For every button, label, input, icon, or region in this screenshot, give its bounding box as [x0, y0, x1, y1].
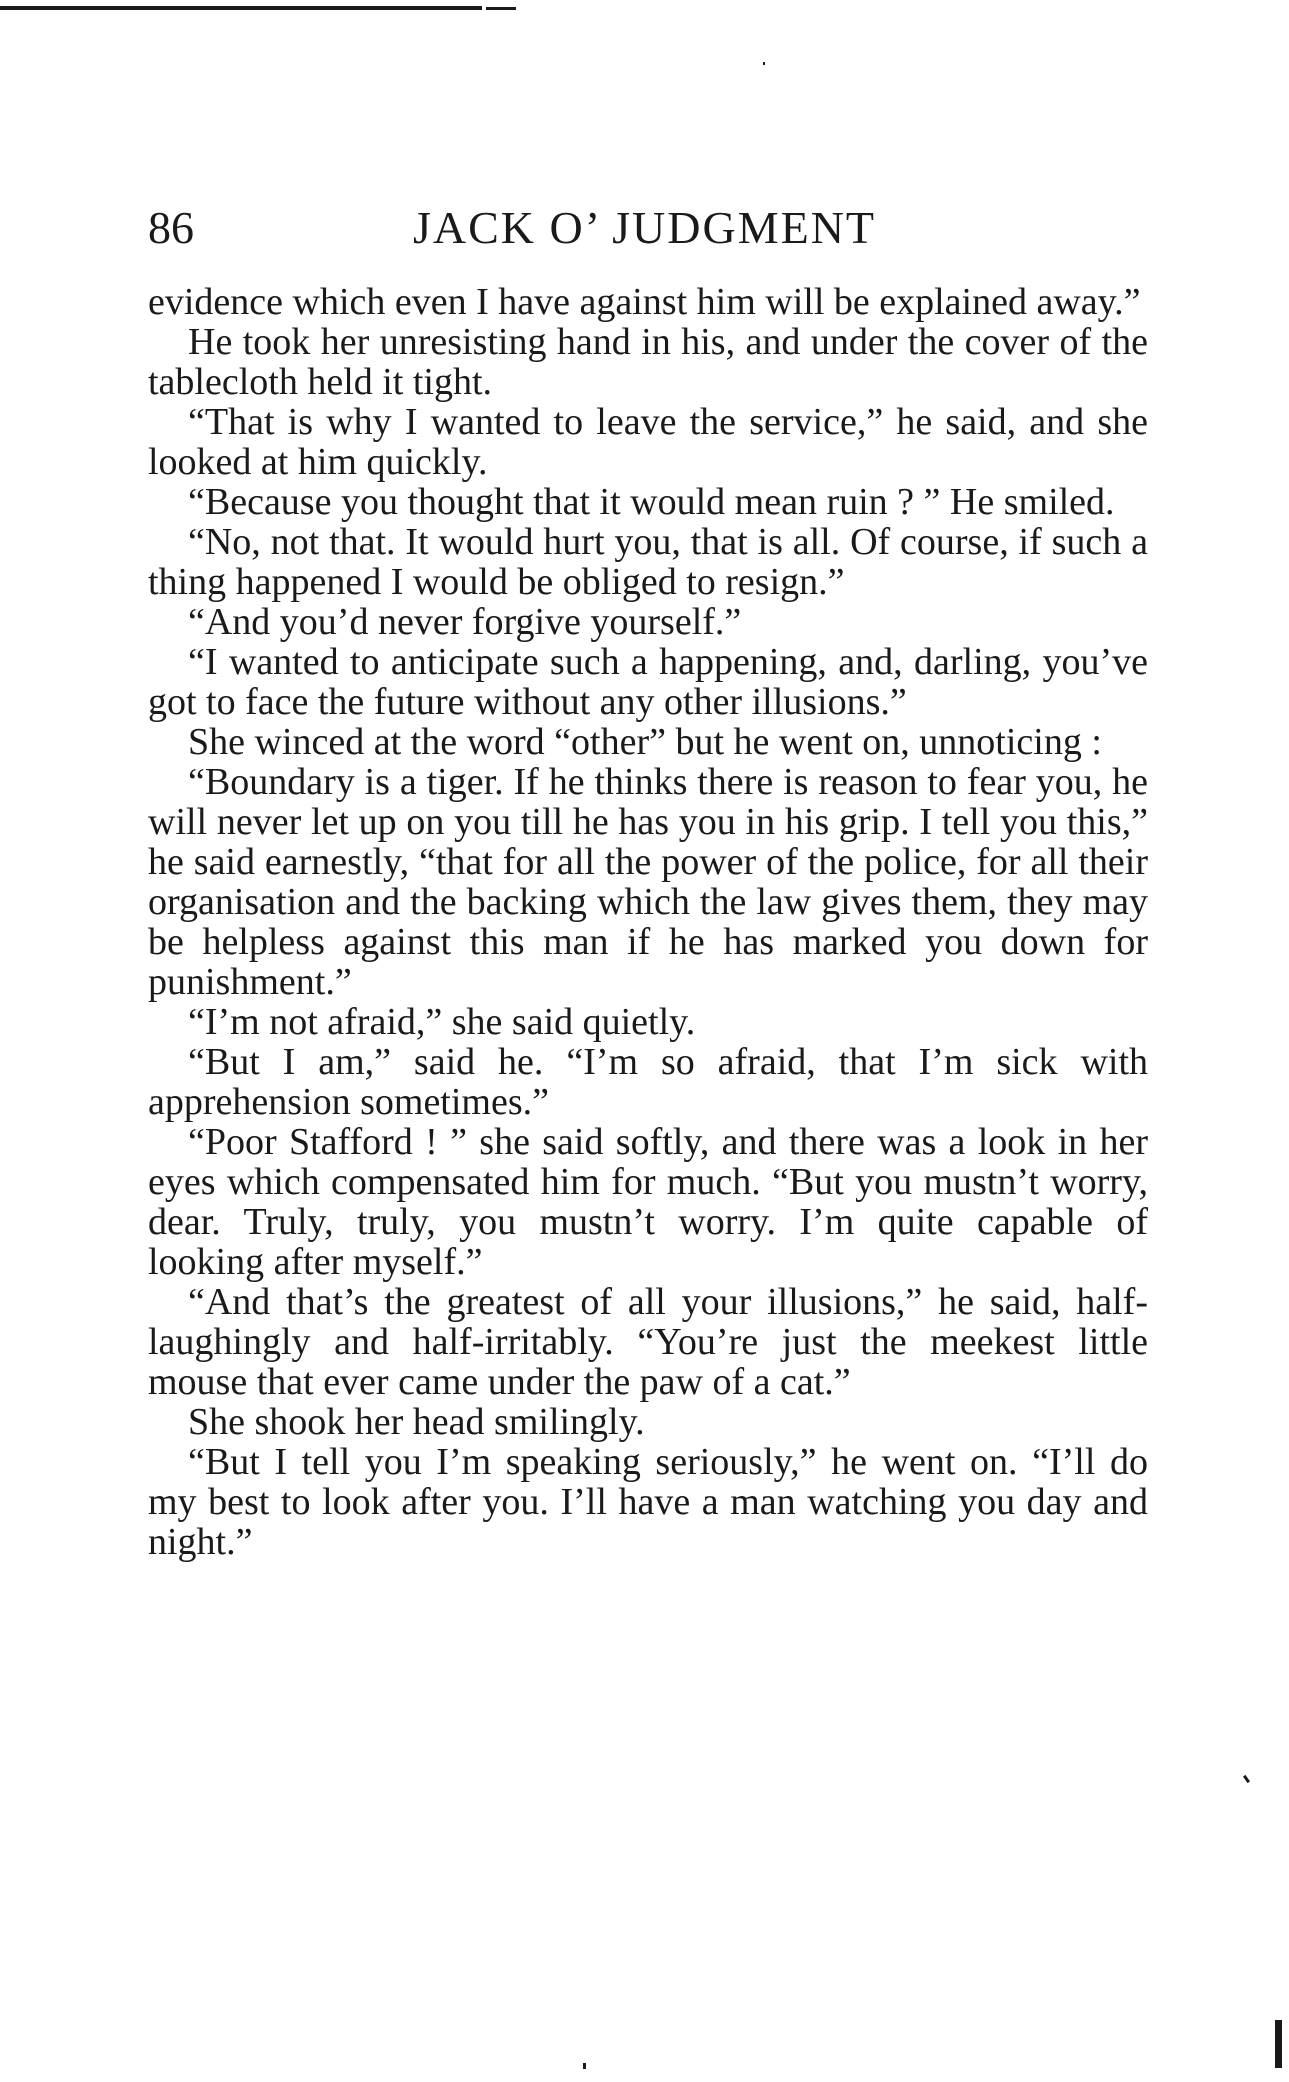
paragraph: She shook her head smilingly. [188, 1401, 645, 1443]
page-number: 86 [148, 202, 194, 253]
paragraph: “No, not that. It would hurt you, that is all. Of course, if such a thing happened I would be obliged to resign.” [148, 521, 1148, 603]
paragraph: “But I tell you I’m speaking seriously,” he went on. “I’ll do my best to look after you. I’ll have a man watching you day and night.” [148, 1441, 1148, 1563]
scan-speck [1275, 2020, 1282, 2068]
scan-speck [583, 2063, 586, 2069]
paragraph: “But I am,” said he. “I’m so afraid, that I’m sick with apprehension sometimes.” [148, 1041, 1148, 1123]
paragraph: “And you’d never forgive yourself.” [188, 601, 742, 643]
top-scan-rule [0, 6, 482, 10]
paragraph: evidence which even I have against him will be explained away.” [148, 281, 1141, 323]
scan-speck [763, 62, 765, 65]
body-text [148, 282, 1148, 1562]
paragraph: “I’m not afraid,” she said quietly. [188, 1001, 696, 1043]
paragraph: “I wanted to anticipate such a happening, and, darling, you’ve got to face the future without any other illusions.” [148, 641, 1148, 723]
paragraph: “Because you thought that it would mean ruin ? ” He smiled. [188, 481, 1115, 523]
paragraph: “Poor Stafford ! ” she said softly, and there was a look in her eyes which compensated him for much. “But you mustn’t worry, dear. Truly, truly, you mustn’t worry. I’m quite capable of looking after myself.” [148, 1121, 1148, 1283]
paragraph: She winced at the word “other” but he went on, unnoticing : [188, 721, 1102, 763]
page-header [148, 198, 1148, 258]
paragraph: “Boundary is a tiger. If he thinks there is reason to fear you, he will never let up on you till he has you in his grip. I tell you this,” he said earnestly, “that for all the power of the police, for all their organisation and the backing which the law gives them, they may be helpless against this man if he has marked you down for punishment.” [148, 761, 1148, 1003]
running-title: JACK O’ JUDGMENT [413, 202, 877, 253]
paragraph: He took her unresisting hand in his, and under the cover of the tablecloth held it tight. [148, 321, 1148, 403]
top-scan-rule-tail [486, 7, 516, 10]
scan-speck [1243, 1775, 1250, 1783]
paragraph: “And that’s the greatest of all your illusions,” he said, half-laughingly and half-irritably. “You’re just the meekest little mouse that ever came under the paw of a cat.” [148, 1281, 1148, 1403]
paragraph: “That is why I wanted to leave the service,” he said, and she looked at him quickly. [148, 401, 1148, 483]
